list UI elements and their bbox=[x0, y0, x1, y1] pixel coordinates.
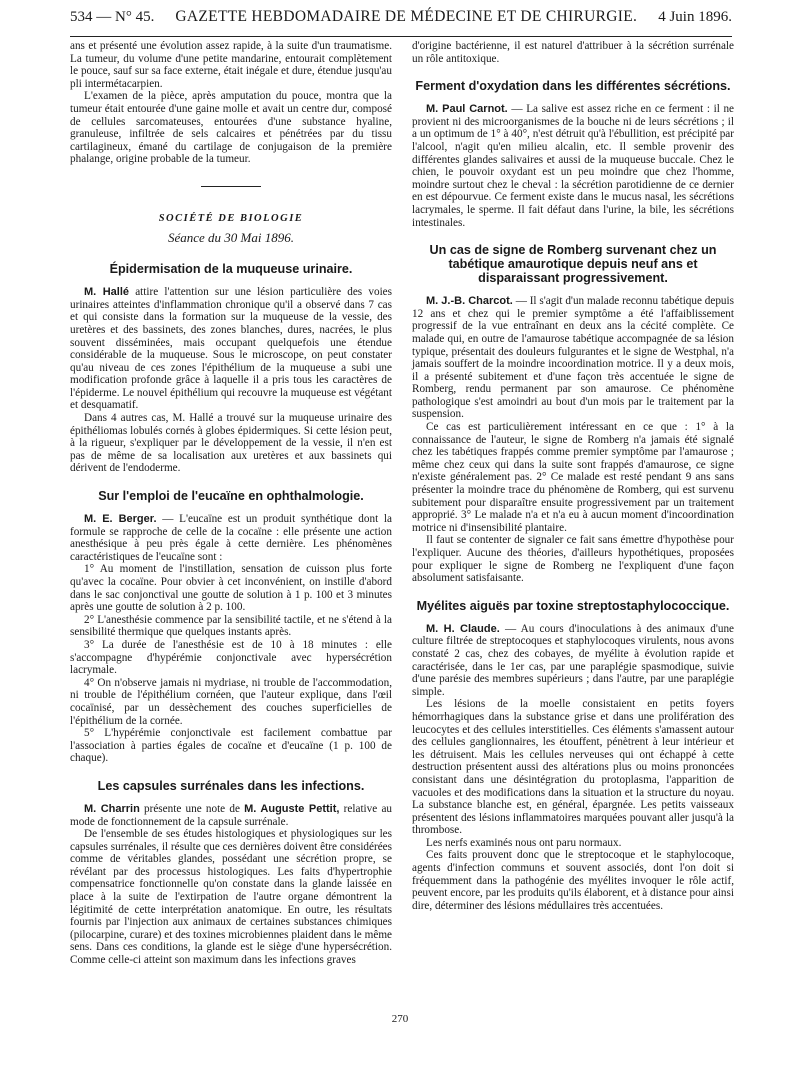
paragraph: 5° L'hypérémie conjonctivale est facilement combattue par l'association à parties égales de cocaïne et d'eucaïne (1 p. 100 de chaque). bbox=[70, 727, 392, 765]
paragraph: ans et présenté une évolution assez rapide, à la suite d'un traumatisme. La tumeur, du volume d'une petite mandarine, entourait complètement le pouce, sauf sur sa face externe, était inégale et dure, étendue jusqu'au pli intermétacarpien. bbox=[70, 40, 392, 90]
paragraph: 3° La durée de l'anesthésie est de 10 à 18 minutes : elle s'accompagne d'hypérémie conjonctivale avec hypersécrétion lacrymale. bbox=[70, 638, 392, 677]
author-name: M. Auguste Pettit, bbox=[244, 802, 340, 815]
paragraph: Les lésions de la moelle consistaient en petits foyers hémorrhagiques dans la substance grise et dans une prolifération des leucocytes et des cellules interstitielles. Ces éléments s'amassent autour des cellules ganglionnaires, les étouffent, pénètrent à leur intérieur et les détruisent. Mais les cellules nerveuses qui ont échappé à cette destruction présentent aussi des altérations plus ou moins prononcées consistant dans une désintégration du protoplasma, l'apparition de vacuoles et des modifications dans la situation et la structure du noyau. La substance blanche est, en général, épargnée. Les petits vaisseaux présentent des lésions inflammatoires marquées pouvant aller jusqu'à la thrombose. bbox=[412, 698, 734, 837]
paragraph: 2° L'anesthésie commence par la sensibilité tactile, et ne s'étend à la sensibilité thermique que quelques instants après. bbox=[70, 613, 392, 639]
paragraph: Ces faits prouvent donc que le streptocoque et le staphylocoque, agents d'infection communs et souvent associés, dont l'on doit si fréquemment dans la pathogénie des myélites invoquer le rôle actif, peuvent encore, par les produits qu'ils élaborent, et à distance pour ainsi dire, déterminer des lésions médullaires très accentuées. bbox=[412, 849, 734, 912]
article-title: Un cas de signe de Romberg survenant chez un tabétique amaurotique depuis neuf ans et disparaissant progressivement. bbox=[429, 243, 717, 286]
session-date: Séance du 30 Mai 1896. bbox=[167, 229, 294, 245]
section-divider bbox=[201, 186, 261, 187]
paragraph: L'examen de la pièce, après amputation du pouce, montra que la tumeur était entourée d'une gaine molle et avait un centre dur, composé de cellules sarcomateuses, entourées d'une substance hyaline, granuleuse, infiltrée de sels calcaires et pénétrées par du tissu cartilagineux, émané du cartilage de conjugaison de la première phalange, origine probable de la tumeur. bbox=[70, 90, 392, 166]
paragraph: Il faut se contenter de signaler ce fait sans émettre d'hypothèse pour l'expliquer. Aucune des théories, d'ailleurs hypothétiques, proposées pour expliquer le signe de Romberg ne l'expliquent d'une façon absolument satisfaisante. bbox=[412, 534, 734, 585]
society-heading: SOCIÉTÉ DE BIOLOGIE bbox=[158, 212, 304, 224]
author-name: M. J.-B. Charcot. bbox=[426, 295, 513, 308]
paragraph: d'origine bactérienne, il est naturel d'attribuer à la sécrétion surrénale un rôle antitoxique. bbox=[412, 40, 734, 65]
left-column bbox=[70, 40, 392, 967]
author-name: M. Paul Carnot. bbox=[426, 103, 508, 116]
author-name: M. H. Claude. bbox=[426, 622, 500, 635]
paragraph: 4° On n'observe jamais ni mydriase, ni trouble de l'accommodation, ni trouble de l'épithélium cornéen, que l'auteur explique, dans l'œil cocaïnisé, par un dessèchement des couches superficielles de l'épithélium de la cornée. bbox=[70, 676, 392, 727]
page-number: 270 bbox=[391, 1013, 409, 1025]
paragraph: M. J.-B. Charcot. — Il s'agit d'un malade reconnu tabétique depuis 12 ans et chez qui le premier symptôme a été l'affaiblissement progressif de la vue entraînant en deux ans la cécité complète. Ce malade qui, en outre de l'amaurose tabétique accompagnée de sa lésion typique, présentait des douleurs fulgurantes et le signe de Westphal, n'a jamais souffert de la moindre incoordination motrice. Il y a deux mois, il a présenté subitement et d'une façon très accentuée le signe de Romberg, rendu permanent par son amaurose. Ce phénomène pathologique s'est amoindri au bout d'un mois par le traitement par la suspension. bbox=[412, 295, 734, 421]
journal-title: GAZETTE HEBDOMADAIRE DE MÉDECINE ET DE CHIRURGIE. bbox=[175, 8, 638, 25]
paragraph: M. Paul Carnot. — La salive est assez riche en ce ferment : il ne provient ni des microorganismes de la bouche ni de leurs sécrétions ; il a un optimum de 1° à 40°, n'est détruit qu'à l'ébullition, est précipité par l'alcool, n'agit qu'en milieu alcalin, etc. Il semble provenir des différentes glandes salivaires et aussi de la muqueuse buccale. Chez le chien, le pouvoir oxydant est un peu moindre que chez l'homme, moindre surtout chez le cheval : la sécrétion parotidienne de ce dernier en est dépourvue. Ce ferment existe dans le mucus nasal, les sécrétions lacrymales, le sperme. Il fait défaut dans l'urine, la bile, les sécrétions intestinales. bbox=[412, 103, 735, 229]
running-header bbox=[70, 8, 732, 37]
page-folio: 534 — N° 45. bbox=[70, 9, 155, 25]
author-name: M. Hallé bbox=[84, 286, 129, 299]
right-column bbox=[412, 40, 734, 912]
paragraph: Dans 4 autres cas, M. Hallé a trouvé sur la muqueuse urinaire des épithéliomas lobulés cornés à globes épidermiques. Si cette lésion peut, à la rigueur, s'expliquer par le développement de la vessie, il n'en est pas de même de sa localisation aux uretères et aux bassinets qui dérivent de l'endoderme. bbox=[70, 412, 392, 475]
article-title: Myélites aiguës par toxine streptostaphylococcique. bbox=[416, 598, 730, 613]
paragraph: 1° Au moment de l'instillation, sensation de cuisson plus forte qu'avec la cocaïne. Pour obvier à cet inconvénient, on instille d'abord dans le sac conjonctival une goutte de solution à 1 p. 100 et 3 minutes après une goutte de solution à 2 p. 100. bbox=[70, 563, 392, 614]
paragraph: Ce cas est particulièrement intéressant en ce que : 1° à la connaissance de l'auteur, le signe de Romberg n'a jamais été signalé chez les tabétiques frappés comme premier symptôme par l'amaurose ; même chez ceux qui dans la suite sont frappés d'amaurose, ce signe n'existe généralement pas. 2° Ce malade est resté pendant 9 ans sans présenter la moindre trace du phénomène de Romberg, qui est survenu subitement pour disparaître ensuite progressivement par un traitement approprié. 3° Le malade n'a et n'a eu à aucun moment d'incoordination motrice ni d'insensibilité plantaire. bbox=[412, 421, 734, 534]
author-name: M. Charrin bbox=[84, 802, 140, 815]
author-name: M. E. Berger. bbox=[84, 513, 157, 526]
article-title: Les capsules surrénales dans les infections. bbox=[97, 778, 365, 793]
article-title: Sur l'emploi de l'eucaïne en ophthalmologie. bbox=[98, 489, 364, 504]
paragraph: M. Charrin présente une note de M. Auguste Pettit, relative au mode de fonctionnement de la capsule surrénale. bbox=[70, 802, 392, 828]
paragraph: M. E. Berger. — L'eucaïne est un produit synthétique dont la formule se rapproche de celle de la cocaïne : elle présente une action anesthésique à peu près égale à cette dernière. Les phénomènes caractéristiques de l'eucaïne sont : bbox=[70, 513, 392, 563]
paragraph: M. H. Claude. — Au cours d'inoculations à des animaux d'une culture filtrée de streptocoques et staphylocoques virulents, nous avons constaté 2 cas, chez des cobayes, de myélite à évolution rapide et caractérisée, dans le 1er cas, par une paraplégie spasmodique, suivie d'une parésie des membres supérieurs ; dans l'autre, par une paraplégie simple. bbox=[412, 622, 735, 698]
article-title: Épidermisation de la muqueuse urinaire. bbox=[109, 262, 353, 277]
paragraph: De l'ensemble de ses études histologiques et physiologiques sur les capsules surrénales, il résulte que ces dernières doivent être considérées comme de véritables glandes, possédant une sécrétion propre, se révélant par des processus histologiques. Les faits d'hypertrophie compensatrice fonctionnelle qu'on constate dans la glande laissée en place à la suite de l'extirpation de l'autre organe démontrent la légitimité de cette interprétation anatomique. En outre, les résultats fournis par l'injection aux animaux de certaines substances chimiques (pilocarpine, curare) et des toxines microbiennes plaident dans le même sens. Dans ces conditions, la glande est le siège d'une hypersécrétion. Comme celle-ci atteint son maximum dans les infections graves bbox=[70, 828, 392, 967]
paragraph: M. Hallé attire l'attention sur une lésion particulière des voies urinaires atteintes d'inflammation chronique qu'il a observé dans 7 cas et qui consiste dans la formation sur la muqueuse de la vessie, des uretères et des bassinets, des zones blanches, dures, nacrées, le plus souvent disséminées, mais occupant quelquefois une étendue considérable de la muqueuse. Sous le microscope, on peut constater qu'au niveau de ces zones l'épithélium de la muqueuse a subi une modification profonde grâce à laquelle il a pris tous les caractères de l'épiderme. Le nouvel épithélium qui recouvre la muqueuse est végétant et desquamatif. bbox=[70, 286, 392, 412]
article-title: Ferment d'oxydation dans les différentes sécrétions. bbox=[415, 79, 731, 94]
paragraph: Les nerfs examinés nous ont paru normaux. bbox=[426, 836, 622, 849]
issue-date: 4 Juin 1896. bbox=[658, 9, 732, 25]
